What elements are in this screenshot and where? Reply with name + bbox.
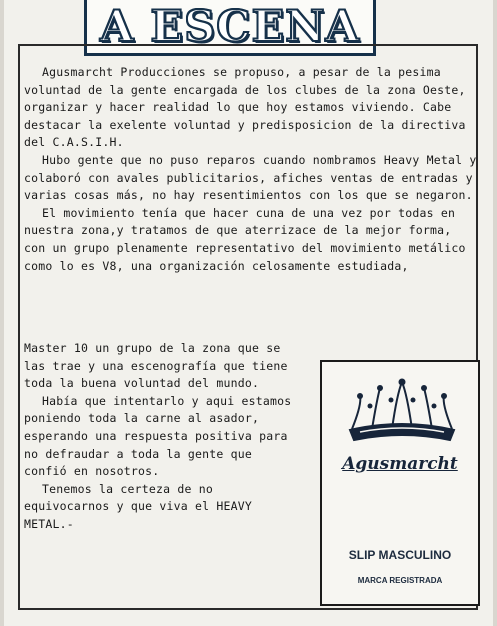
brand-name: Agusmarcht	[342, 454, 458, 474]
article-paragraph: Hubo gente que no puso reparos cuando nombramos Heavy Metal y colaboró con avales publicitarios, afiches ventas de entradas y varias cosas más, no hay resentimientos con los que se negaron.	[24, 152, 477, 203]
agusmarcht-advertisement	[320, 360, 480, 606]
magazine-page	[4, 0, 493, 626]
article-paragraph: Tenemos la certeza de no equivocarnos y que viva el HEAVY METAL.-	[24, 481, 252, 531]
article-paragraph: Master 10 un grupo de la zona que se las trae y una escenografía que tiene toda la buena voluntad del mundo.	[24, 341, 288, 391]
article-body	[24, 64, 479, 275]
article-body-narrow	[24, 340, 294, 534]
page-title: A ESCENA	[100, 2, 360, 52]
article-paragraph: Había que intentarlo y aqui estamos poniendo toda la carne al asador, esperando una respuesta positiva para no defraudar a toda la gente que confió en nosotros.	[24, 393, 292, 479]
trademark-label: MARCA REGISTRADA	[357, 576, 443, 585]
crown-icon	[342, 374, 462, 454]
article-paragraph: El movimiento tenía que hacer cuna de una vez por todas en nuestra zona,y tratamos de que aterrizace de la mejor forma, con un grupo plenamente representativo del movimiento metálico como lo es V8, una organización celosamente estudiada,	[24, 205, 466, 273]
article-paragraph: Agusmarcht Producciones se propuso, a pesar de la pesima voluntad de la gente encargada de los clubes de la zona Oeste, organizar y hacer realidad lo que hoy estamos viviendo. Cabe destacar la exelente voluntad y predisposicion de la directiva del C.A.S.I.H.	[24, 65, 466, 150]
product-name: SLIP MASCULINO	[348, 548, 452, 562]
